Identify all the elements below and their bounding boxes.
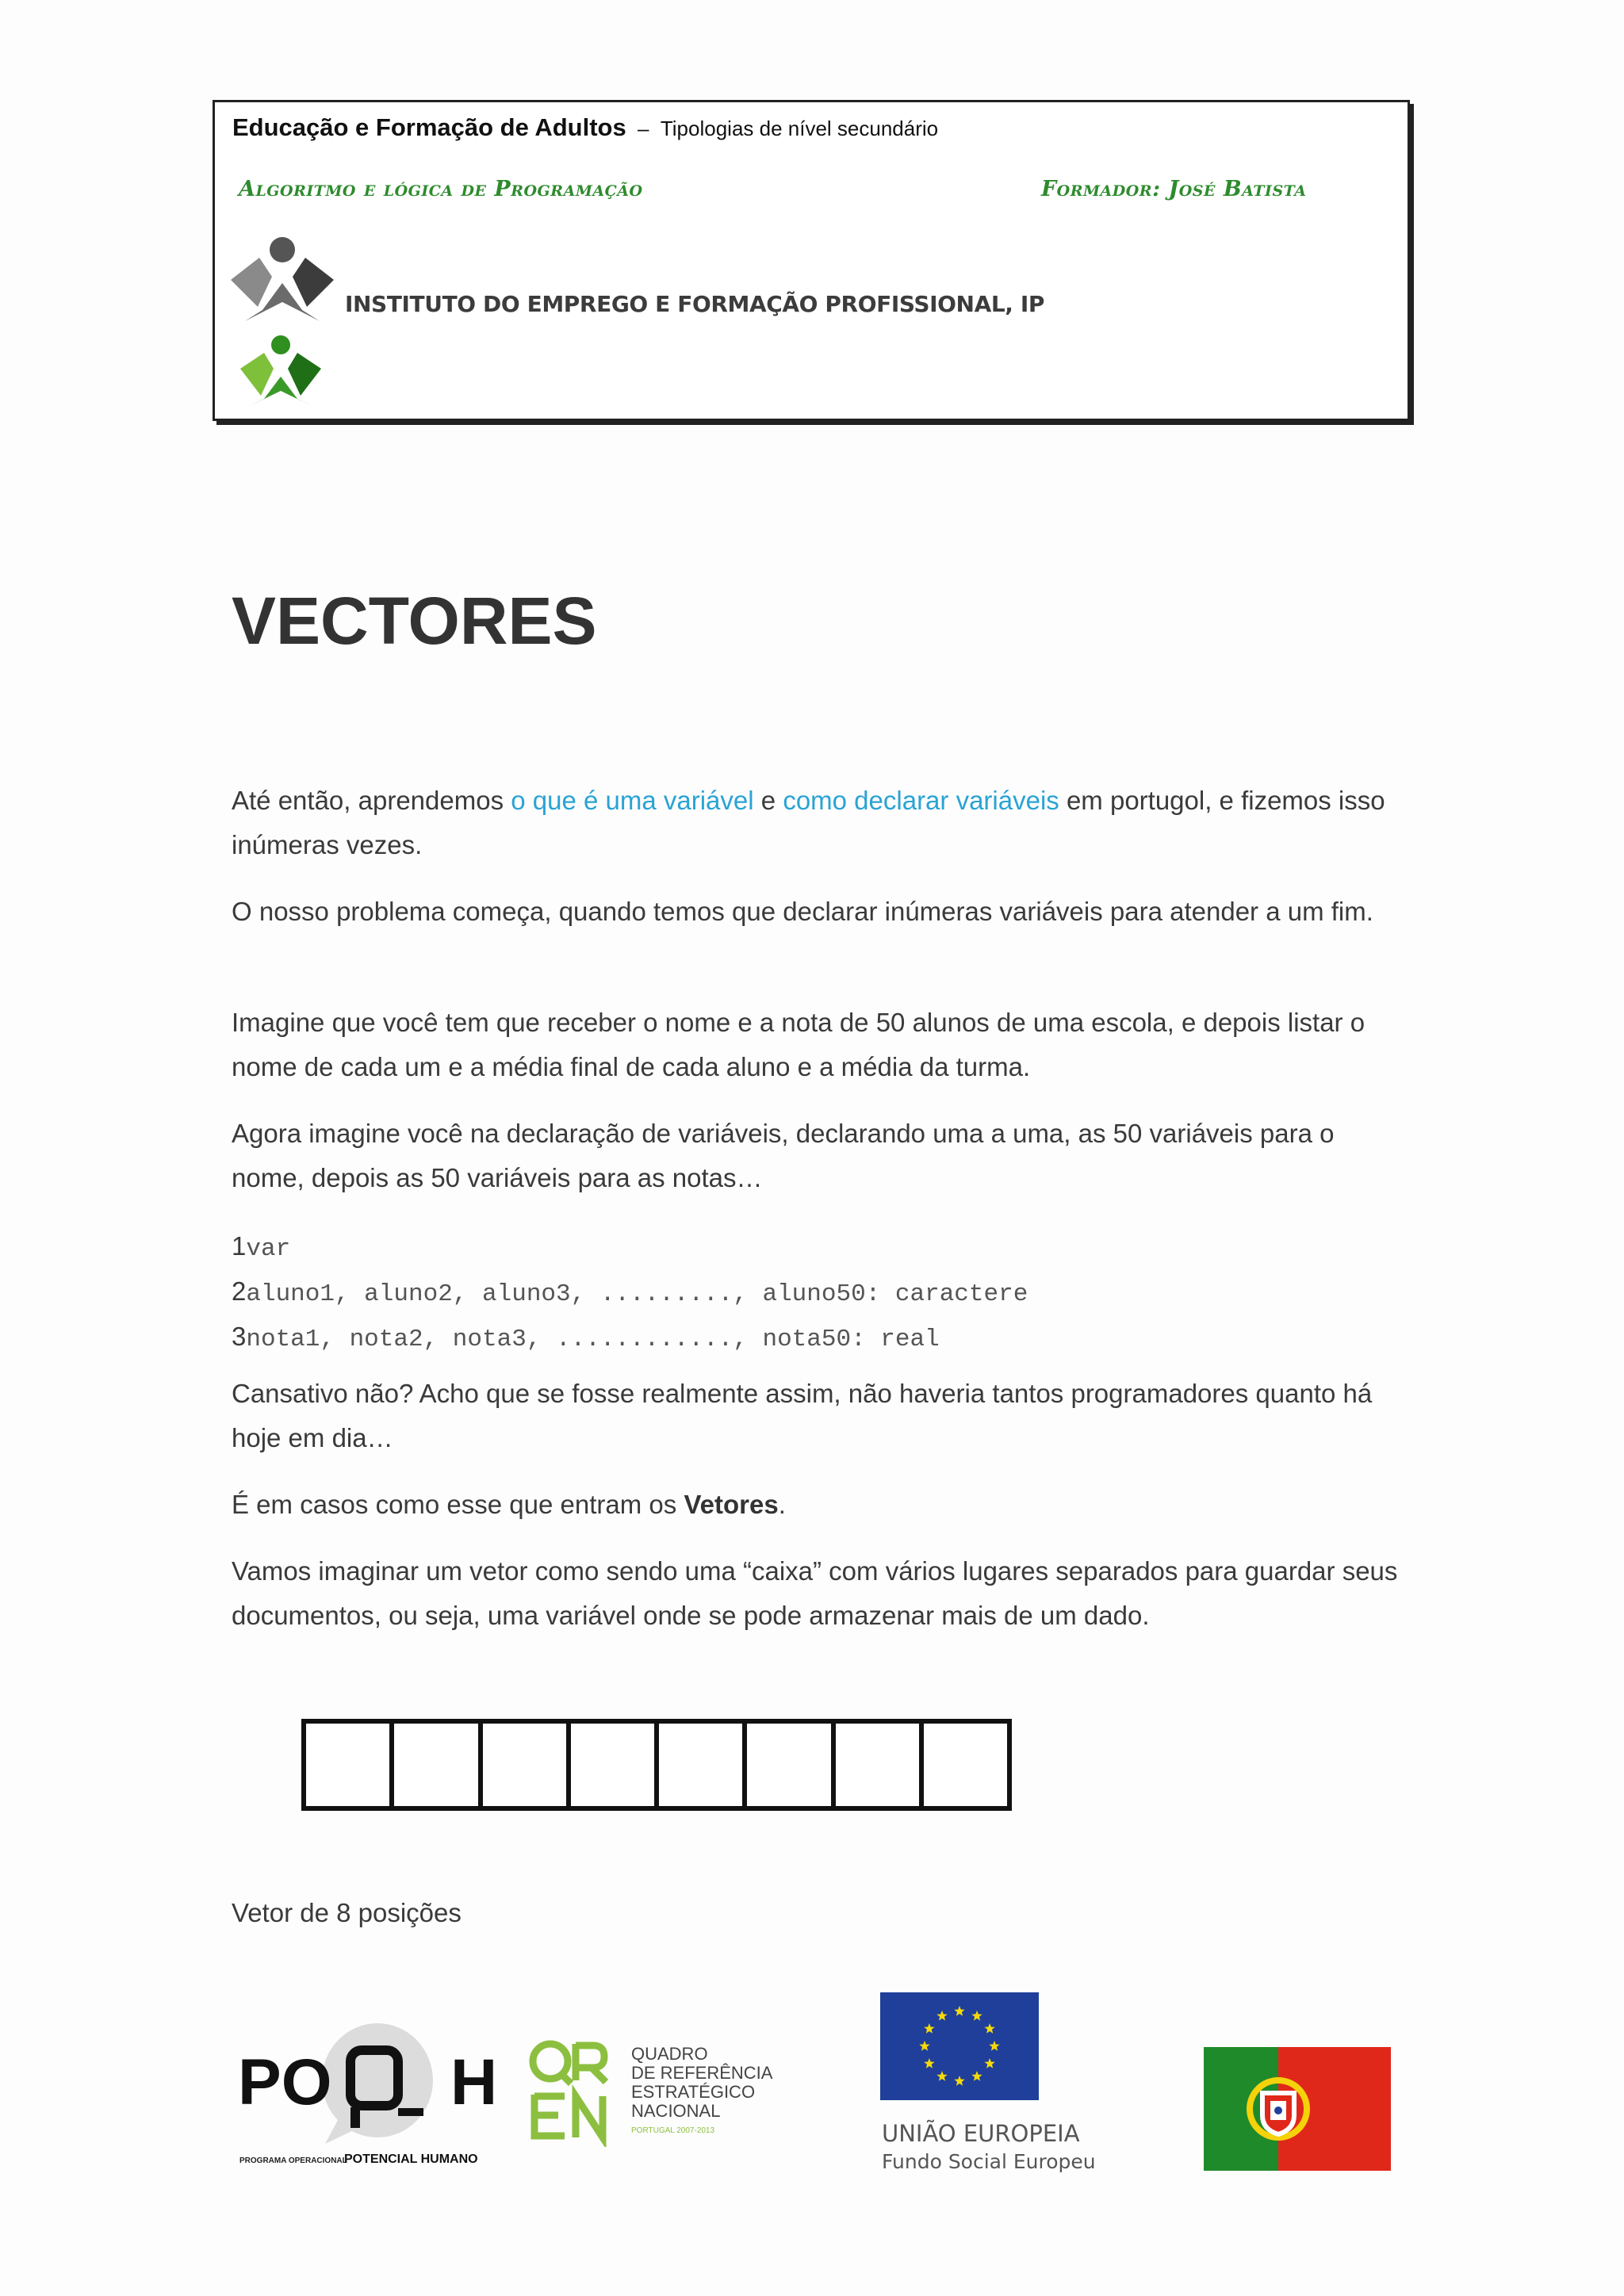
paragraph-declaration: Agora imagine você na declaração de variáveis, declarando uma a uma, as 50 variáveis para o nome, depois as 50 variáveis para as notas… [232, 1119, 1335, 1192]
code-block [232, 1225, 1405, 1360]
code-line-number: 3 [232, 1322, 247, 1351]
vector-cell [747, 1724, 835, 1806]
header-program-line [232, 113, 938, 142]
paragraph-example: Imagine que você tem que receber o nome e a nota de 50 alunos de uma escola, e depois listar o nome de cada um e a média final de cada aluno e a média da turma. [232, 1008, 1365, 1081]
paragraph-vectors-intro [232, 1483, 1405, 1527]
paragraph-problem: O nosso problema começa, quando temos que declarar inúmeras variáveis para atender a um fim. [232, 897, 1373, 926]
link-what-is-variable[interactable]: o que é uma variável [511, 786, 754, 815]
institute-name: INSTITUTO DO EMPREGO E FORMAÇÃO PROFISSIONAL, IP [345, 291, 1045, 317]
eu-title: UNIÃO EUROPEIA [882, 2120, 1080, 2147]
qren-logo [527, 2036, 780, 2147]
vector-cell [483, 1724, 571, 1806]
poph-logo [236, 2019, 506, 2169]
code-line [232, 1315, 1405, 1360]
poph-subtitle-small: PROGRAMA OPERACIONAL [239, 2156, 347, 2165]
iefp-logo-grey-icon [231, 234, 334, 321]
vector-cell [571, 1724, 659, 1806]
trainer-name: Formador: José Batista [1041, 177, 1307, 201]
vector-cell [659, 1724, 747, 1806]
qren-line-1: QUADRO [631, 2044, 708, 2064]
code-line [232, 1270, 1405, 1315]
paragraph-text: É em casos como esse que entram os [232, 1490, 684, 1519]
poph-po-text: PO [238, 2046, 332, 2118]
paragraph-intro [232, 779, 1405, 867]
paragraph-tiring: Cansativo não? Acho que se fosse realmente assim, não haveria tantos programadores quanto há hoje em dia… [232, 1379, 1373, 1452]
vector-cell [836, 1724, 924, 1806]
poph-subtitle-bold: POTENCIAL HUMANO [344, 2152, 478, 2166]
vector-cell [924, 1724, 1007, 1806]
code-line-number: 2 [232, 1276, 247, 1306]
vector-cell [306, 1724, 394, 1806]
paragraph-text: e [753, 786, 783, 815]
vector-caption: Vetor de 8 posições [232, 1898, 462, 1927]
code-line-number: 1 [232, 1231, 247, 1261]
poph-h-text: H [450, 2046, 498, 2118]
paragraph-box-analogy: Vamos imaginar um vetor como sendo uma “caixa” com vários lugares separados para guardar seus documentos, ou seja, uma variável onde se pode armazenar mais de um dado. [232, 1556, 1398, 1630]
iefp-logo-green-icon [237, 334, 324, 407]
qren-line-4: NACIONAL [631, 2101, 721, 2121]
keyword-vetores: Vetores [684, 1490, 779, 1519]
paragraph-text: Até então, aprendemos [232, 786, 511, 815]
page-title: VECTORES [232, 584, 597, 658]
paragraph-text: em portugol, e fizemos isso inúmeras vezes. [232, 786, 1385, 859]
eu-subtitle: Fundo Social Europeu [882, 2150, 1096, 2173]
vector-diagram [301, 1719, 1012, 1811]
program-subtitle: Tipologias de nível secundário [660, 117, 939, 140]
paragraph-text: . [778, 1490, 786, 1519]
code-line [232, 1225, 1405, 1270]
code-line-text: aluno1, aluno2, aluno3, ........., aluno50: caractere [246, 1280, 1028, 1308]
eu-logo [880, 1992, 1118, 2175]
code-line-text: var [246, 1235, 291, 1263]
portugal-flag-icon [1204, 2047, 1391, 2171]
header-separator: – [638, 117, 649, 140]
qren-subtitle: PORTUGAL 2007-2013 [631, 2126, 715, 2135]
document-header [213, 100, 1410, 421]
vector-cell [394, 1724, 482, 1806]
qren-line-3: ESTRATÉGICO [631, 2082, 756, 2102]
program-name: Educação e Formação de Adultos [232, 113, 626, 141]
link-declare-variables[interactable]: como declarar variáveis [783, 786, 1059, 815]
code-line-text: nota1, nota2, nota3, ............, nota50: real [246, 1326, 940, 1353]
qren-line-2: DE REFERÊNCIA [631, 2063, 773, 2083]
course-title: Algoritmo e lógica de Programação [239, 177, 643, 201]
